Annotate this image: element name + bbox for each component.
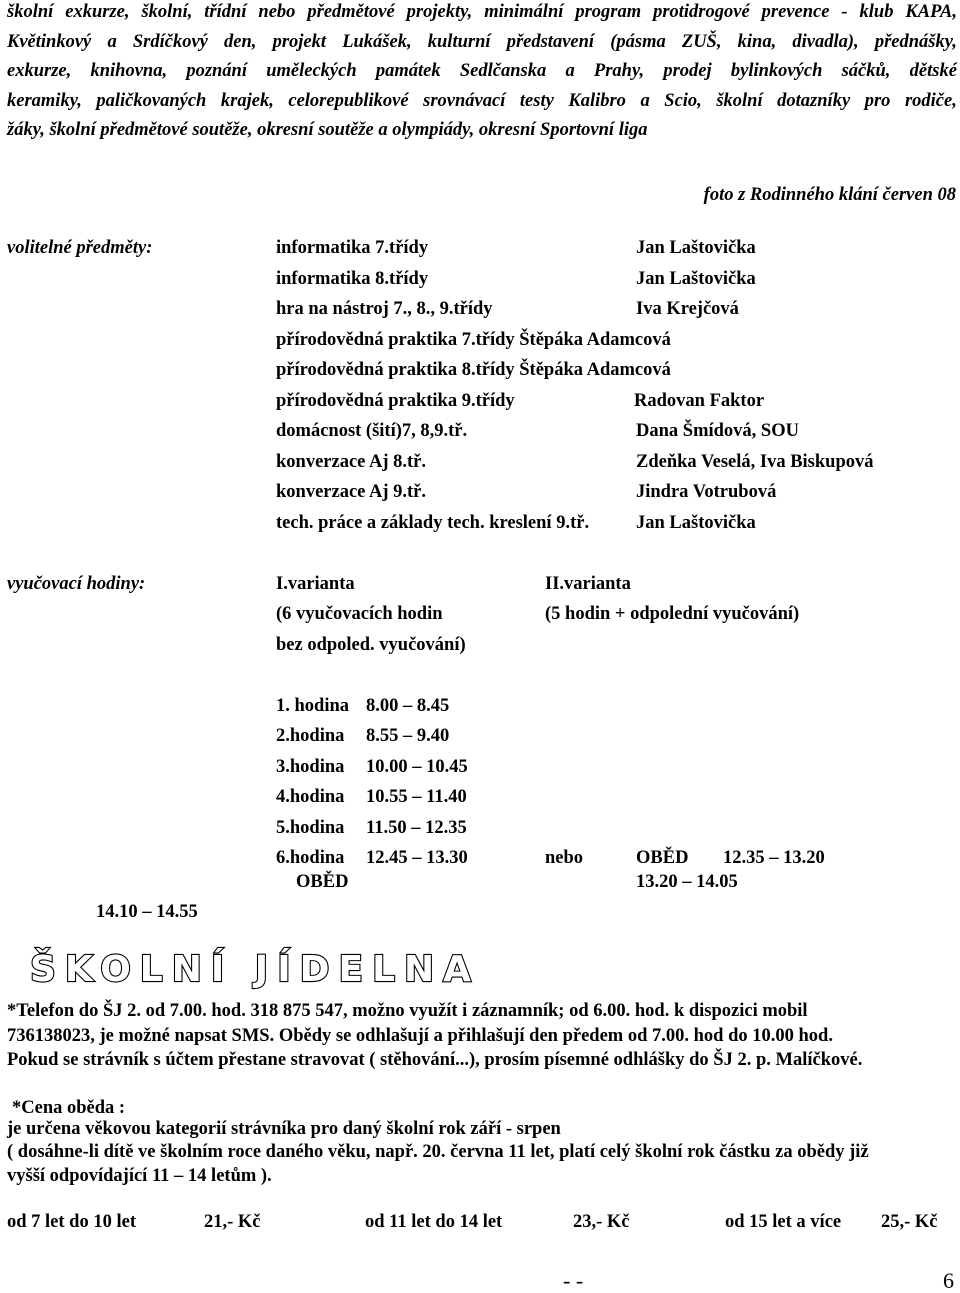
intro-word: Kalibro: [568, 90, 626, 111]
intro-word: keramiky,: [7, 90, 82, 111]
hour-time: 11.50 – 12.35: [366, 818, 467, 838]
intro-line: [7, 92, 957, 122]
intro-word: pro: [864, 90, 891, 111]
intro-word: Prahy,: [593, 61, 645, 81]
intro-word: rodiče,: [904, 90, 957, 111]
intro-word: minimální: [484, 2, 564, 22]
intro-word: bylinkových: [730, 61, 823, 81]
intro-word: památek: [375, 61, 441, 81]
elective-subject: konverzace Aj 9.tř.: [276, 482, 427, 502]
intro-word: školní: [716, 90, 763, 111]
intro-line-text: žáky, školní předmětové soutěže, okresní soutěže a olympiády, okresní Sportovní liga: [7, 120, 648, 140]
page-number: 6: [943, 1268, 954, 1293]
price-heading: *Cena oběda :: [12, 1098, 126, 1118]
electives-heading: volitelné předměty:: [7, 238, 153, 258]
intro-word: poznání: [186, 61, 247, 81]
hour-label: 5.hodina: [276, 818, 345, 838]
lessons-heading: vyučovací hodiny:: [7, 574, 146, 594]
intro-line: [7, 121, 957, 151]
elective-subject: tech. práce a základy tech. kreslení 9.tř.: [276, 513, 590, 533]
intro-word: kina,: [737, 31, 777, 52]
elective-teacher: Zdeňka Veselá, Iva Biskupová: [636, 452, 874, 472]
intro-word: prevence: [761, 2, 830, 22]
intro-word: třídní: [204, 2, 247, 22]
intro-line: [7, 62, 957, 92]
intro-word: klub: [859, 2, 894, 22]
hour-time: 8.55 – 9.40: [366, 726, 450, 746]
intro-word: KAPA,: [905, 2, 957, 22]
variant1-title: I.varianta: [276, 574, 355, 594]
intro-word: sáčků,: [841, 61, 891, 81]
intro-word: přednášky,: [874, 31, 957, 52]
intro-word: ZUŠ,: [681, 31, 722, 52]
elective-subject: přírodovědná praktika 8.třídy Štěpáka Adamcová: [276, 360, 671, 380]
intro-word: knihovna,: [90, 61, 168, 81]
price-value: 25,- Kč: [881, 1212, 938, 1232]
hour-label: 3.hodina: [276, 757, 345, 777]
elective-teacher: Iva Krejčová: [636, 299, 739, 319]
price-age: od 7 let do 10 let: [7, 1212, 136, 1232]
elective-subject: konverzace Aj 8.tř.: [276, 452, 427, 472]
intro-word: a: [640, 90, 650, 111]
intro-word: krajek,: [220, 90, 274, 111]
intro-word: prodej: [663, 61, 712, 81]
hour-label: 2.hodina: [276, 726, 345, 746]
price-line: je určena věkovou kategorií strávníka pro daný školní rok září - srpen: [7, 1119, 561, 1139]
intro-word: dětské: [909, 61, 957, 81]
elective-teacher: Dana Šmídová, SOU: [636, 421, 799, 441]
intro-word: předmětové: [307, 2, 395, 22]
hour-label: 4.hodina: [276, 787, 345, 807]
elective-subject: přírodovědná praktika 9.třídy: [276, 391, 515, 411]
hour-time: 10.55 – 11.40: [366, 787, 467, 807]
or-word: nebo: [545, 848, 584, 868]
intro-word: program: [575, 2, 642, 22]
elective-teacher: Radovan Faktor: [634, 391, 765, 411]
intro-word: exkurze,: [65, 2, 130, 22]
variant2-title: II.varianta: [545, 574, 631, 594]
elective-subject: přírodovědná praktika 7.třídy Štěpáka Adamcová: [276, 330, 671, 350]
intro-word: den,: [224, 31, 257, 52]
hour-time: 10.00 – 10.45: [366, 757, 468, 777]
price-value: 21,- Kč: [204, 1212, 261, 1232]
elective-subject: informatika 8.třídy: [276, 269, 429, 289]
hour-time: 12.45 – 13.30: [366, 848, 468, 868]
intro-word: kulturní: [427, 31, 491, 52]
intro-word: -: [841, 2, 848, 22]
lunch-label: OBĚD: [296, 872, 349, 892]
intro-word: paličkovaných: [96, 90, 207, 111]
footer-dashes: - -: [563, 1268, 584, 1293]
price-value: 23,- Kč: [573, 1212, 630, 1232]
intro-word: projekty,: [406, 2, 473, 22]
intro-word: divadla),: [792, 31, 859, 52]
intro-word: a: [565, 61, 575, 81]
price-line: ( dosáhne-li dítě ve školním roce daného věku, např. 20. června 11 let, platí celý školní rok částku za obědy již: [7, 1142, 869, 1162]
contact-line: *Telefon do ŠJ 2. od 7.00. hod. 318 875 547, možno využít i záznamník; od 6.00. hod. k dispozici mobil: [7, 1001, 808, 1021]
hour-time: 8.00 – 8.45: [366, 696, 450, 716]
intro-word: srovnávací: [423, 90, 506, 111]
intro-word: představení: [506, 31, 595, 52]
intro-word: Sedlčanska: [459, 61, 547, 81]
elective-subject: domácnost (šití)7, 8,9.tř.: [276, 421, 468, 441]
intro-word: školní: [7, 2, 54, 22]
variant2-line: (5 hodin + odpolední vyučování): [545, 604, 800, 624]
intro-word: projekt: [272, 31, 327, 52]
elective-subject: informatika 7.třídy: [276, 238, 429, 258]
afternoon-time: 13.20 – 14.05: [636, 872, 738, 892]
price-line: vyšší odpovídající 11 – 14 letům ).: [7, 1166, 272, 1186]
intro-word: nebo: [258, 2, 296, 22]
price-age: od 15 let a více: [725, 1212, 842, 1232]
intro-word: Scio,: [664, 90, 702, 111]
intro-word: exkurze,: [7, 61, 72, 81]
afternoon-time-left: 14.10 – 14.55: [96, 902, 198, 922]
lunch-label: OBĚD: [636, 848, 689, 868]
intro-word: testy: [519, 90, 554, 111]
elective-subject: hra na nástroj 7., 8., 9.třídy: [276, 299, 493, 319]
intro-line: [7, 33, 957, 63]
intro-word: a: [107, 31, 117, 52]
intro-word: celorepublikové: [288, 90, 409, 111]
canteen-title: ŠKOLNÍ JÍDELNA: [30, 949, 480, 990]
variant1-line: bez odpoled. vyučování): [276, 635, 466, 655]
intro-word: Srdíčkový: [132, 31, 208, 52]
elective-teacher: Jan Laštovička: [636, 513, 756, 533]
variant1-line: (6 vyučovacích hodin: [276, 604, 443, 624]
intro-line: [7, 3, 957, 33]
hour-label: 6.hodina: [276, 848, 345, 868]
contact-line: Pokud se strávník s účtem přestane stravovat ( stěhování...), prosím písemné odhlášky do ŠJ 2. p. Malíčkové.: [7, 1050, 863, 1070]
photo-caption: foto z Rodinného klání červen 08: [703, 185, 956, 205]
intro-word: (pásma: [610, 31, 666, 52]
intro-word: Květinkový: [7, 31, 92, 52]
hour-label: 1. hodina: [276, 696, 350, 716]
intro-word: dotazníky: [777, 90, 851, 111]
intro-word: Lukášek,: [342, 31, 412, 52]
intro-paragraph: [7, 3, 957, 151]
elective-teacher: Jan Laštovička: [636, 269, 756, 289]
intro-word: uměleckých: [266, 61, 357, 81]
price-age: od 11 let do 14 let: [365, 1212, 503, 1232]
elective-teacher: Jindra Votrubová: [636, 482, 777, 502]
contact-line: 736138023, je možné napsat SMS. Obědy se odhlašují a přihlašují den předem od 7.00. hod do 10.00 hod.: [7, 1026, 833, 1046]
intro-word: školní,: [141, 2, 193, 22]
lunch-time: 12.35 – 13.20: [723, 848, 825, 868]
intro-word: protidrogové: [653, 2, 750, 22]
elective-teacher: Jan Laštovička: [636, 238, 756, 258]
